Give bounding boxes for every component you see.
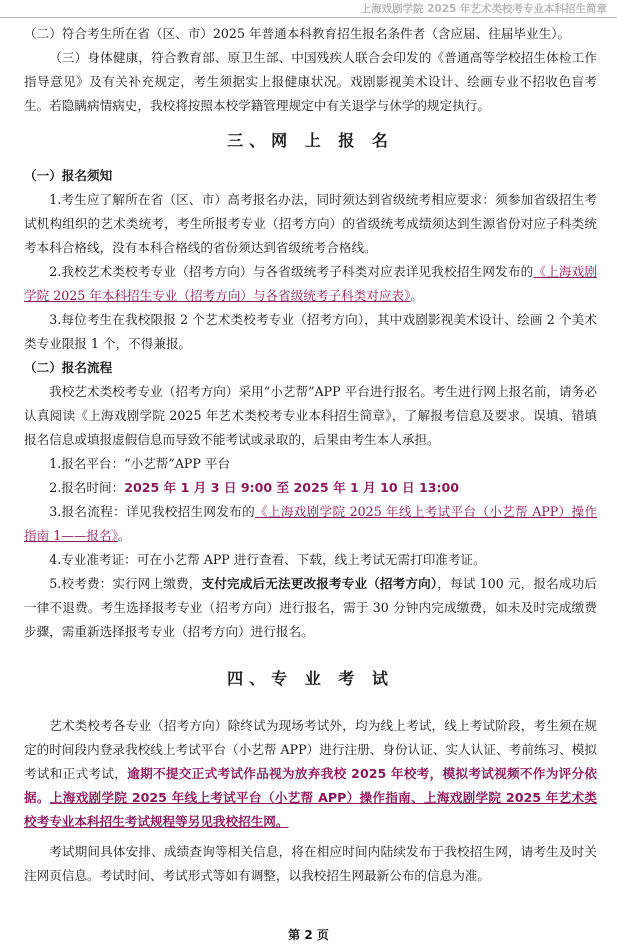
page-content <box>24 22 597 888</box>
process-item-4: 4.专业准考证：可在小艺帮 APP 进行查看、下载，线上考试无需打印准考证。 <box>49 552 486 567</box>
condition-3: （三）身体健康，符合教育部、原卫生部、中国残疾人联合会印发的《普通高等学校招生体检工作指导意见》及有关补充规定，考生须据实上报健康状况。戏剧影视美术设计、绘画专业不招收色盲考生。若隐瞒病情病史，我校将按照本校学籍管理规定中有关退学与休学的规定执行。 <box>24 50 597 113</box>
correspondence-table-link[interactable]: 《上海戏剧学院 2025 年本科招生专业（招考方向）与各省级统考子科类对应表》 <box>24 264 597 303</box>
process-item-2-label: 2.报名时间： <box>49 480 125 495</box>
registration-guide-link[interactable]: 《上海戏剧学院 2025 年线上考试平台（小艺帮 APP）操作指南 1——报名》 <box>24 504 597 543</box>
process-intro: 我校艺术类校考专业（招考方向）采用“小艺帮”APP 平台进行报名。考生进行网上报名前，请务必认真阅读《上海戏剧学院 2025 年艺术类校考专业本科招生简章》，了解报考信息及要求。误填、错填报名信息或填报虚假信息而导致不能考试或录取的，后果由考生本人承担。 <box>24 384 597 447</box>
exam-guide-notice: 上海戏剧学院 2025 年线上考试平台（小艺帮 APP）操作指南、上海戏剧学院 2025 年艺术类校考专业本科招生考试规程等另见我校招生网。 <box>24 790 598 829</box>
process-item-3-text: 3.报名流程：详见我校招生网发布的 <box>49 504 256 519</box>
exam-paragraph-1 <box>24 714 597 834</box>
process-item-1: 1.报名平台：“小艺帮”APP 平台 <box>49 456 231 471</box>
notes-item-2-text: 2.我校艺术类校考专业（招考方向）与各省级统考子科类对应表详见我校招生网发布的 <box>49 264 534 279</box>
process-item-3-end: 。 <box>117 528 131 543</box>
section-4-title: 四、专 业 考 试 <box>227 669 394 688</box>
notes-item-2 <box>24 260 597 308</box>
no-change-notice: 支付完成后无法更改报考专业（招考方向） <box>201 576 438 591</box>
exam-paragraph-2: 考试期间具体安排、成绩查询等相关信息，将在相应时间内陆续发布于我校招生网，请考生及时关注网页信息。考试时间、考试形式等如有调整，以我校招生网最新公布的信息为准。 <box>24 844 597 883</box>
exam-paragraph-1-text: 艺术类校考各专业（招考方向）除终试为现场考试外，均为线上考试，线上考试阶段，考生须在规定的时间段内登录我校线上考试平台（小艺帮 APP）进行注册、身份认证、实人认证、考前练习、模拟考试和正式考试， <box>24 718 597 781</box>
running-header <box>0 0 617 18</box>
page-number: 第 2 页 <box>288 928 329 942</box>
running-header-title: 上海戏剧学院 2025 年艺术类校考专业本科招生简章 <box>360 3 607 15</box>
notes-item-1: 1.考生应了解所在省（区、市）高考报名办法，同时须达到省级统考相应要求：须参加省级招生考试机构组织的艺术类统考，考生所报考专业（招考方向）的省级统考成绩须达到生源省份对应子科类统考本科合格线，没有本科合格线的省份须达到省级统考合格线。 <box>24 192 597 255</box>
subsection-registration-notes: （一）报名须知 <box>24 168 113 183</box>
registration-time: 2025 年 1 月 3 日 9:00 至 2025 年 1 月 10 日 13:00 <box>124 480 460 495</box>
process-item-2 <box>24 476 597 500</box>
section-3-title: 三、网 上 报 名 <box>227 131 394 150</box>
notes-item-2-end: 。 <box>410 288 423 303</box>
process-item-5-rest: ，每试 100 元，报名成功后一律不退费。考生选择报考专业（招考方向）进行报名，需于 30 分钟内完成缴费，如未及时完成缴费步骤，需重新选择报考专业（招考方向）进行报名。 <box>24 576 597 639</box>
subsection-registration-process: （二）报名流程 <box>24 360 113 375</box>
process-item-5 <box>24 572 597 644</box>
notes-item-3: 3.每位考生在我校限报 2 个艺术类校考专业（招考方向），其中戏剧影视美术设计、绘画 2 个美术类专业限报 1 个，不得兼报。 <box>24 312 597 351</box>
process-item-5-text: 5.校考费：实行网上缴费， <box>49 576 202 591</box>
process-item-3 <box>24 500 597 548</box>
exam-deadline-notice: 逾期不提交正式考试作品视为放弃我校 2025 年校考，模拟考试视频不作为评分依据。 <box>24 766 598 805</box>
condition-2: （二）符合考生所在省（区、市）2025 年普通本科教育招生报名条件者（含应届、往届毕业生）。 <box>24 26 571 41</box>
